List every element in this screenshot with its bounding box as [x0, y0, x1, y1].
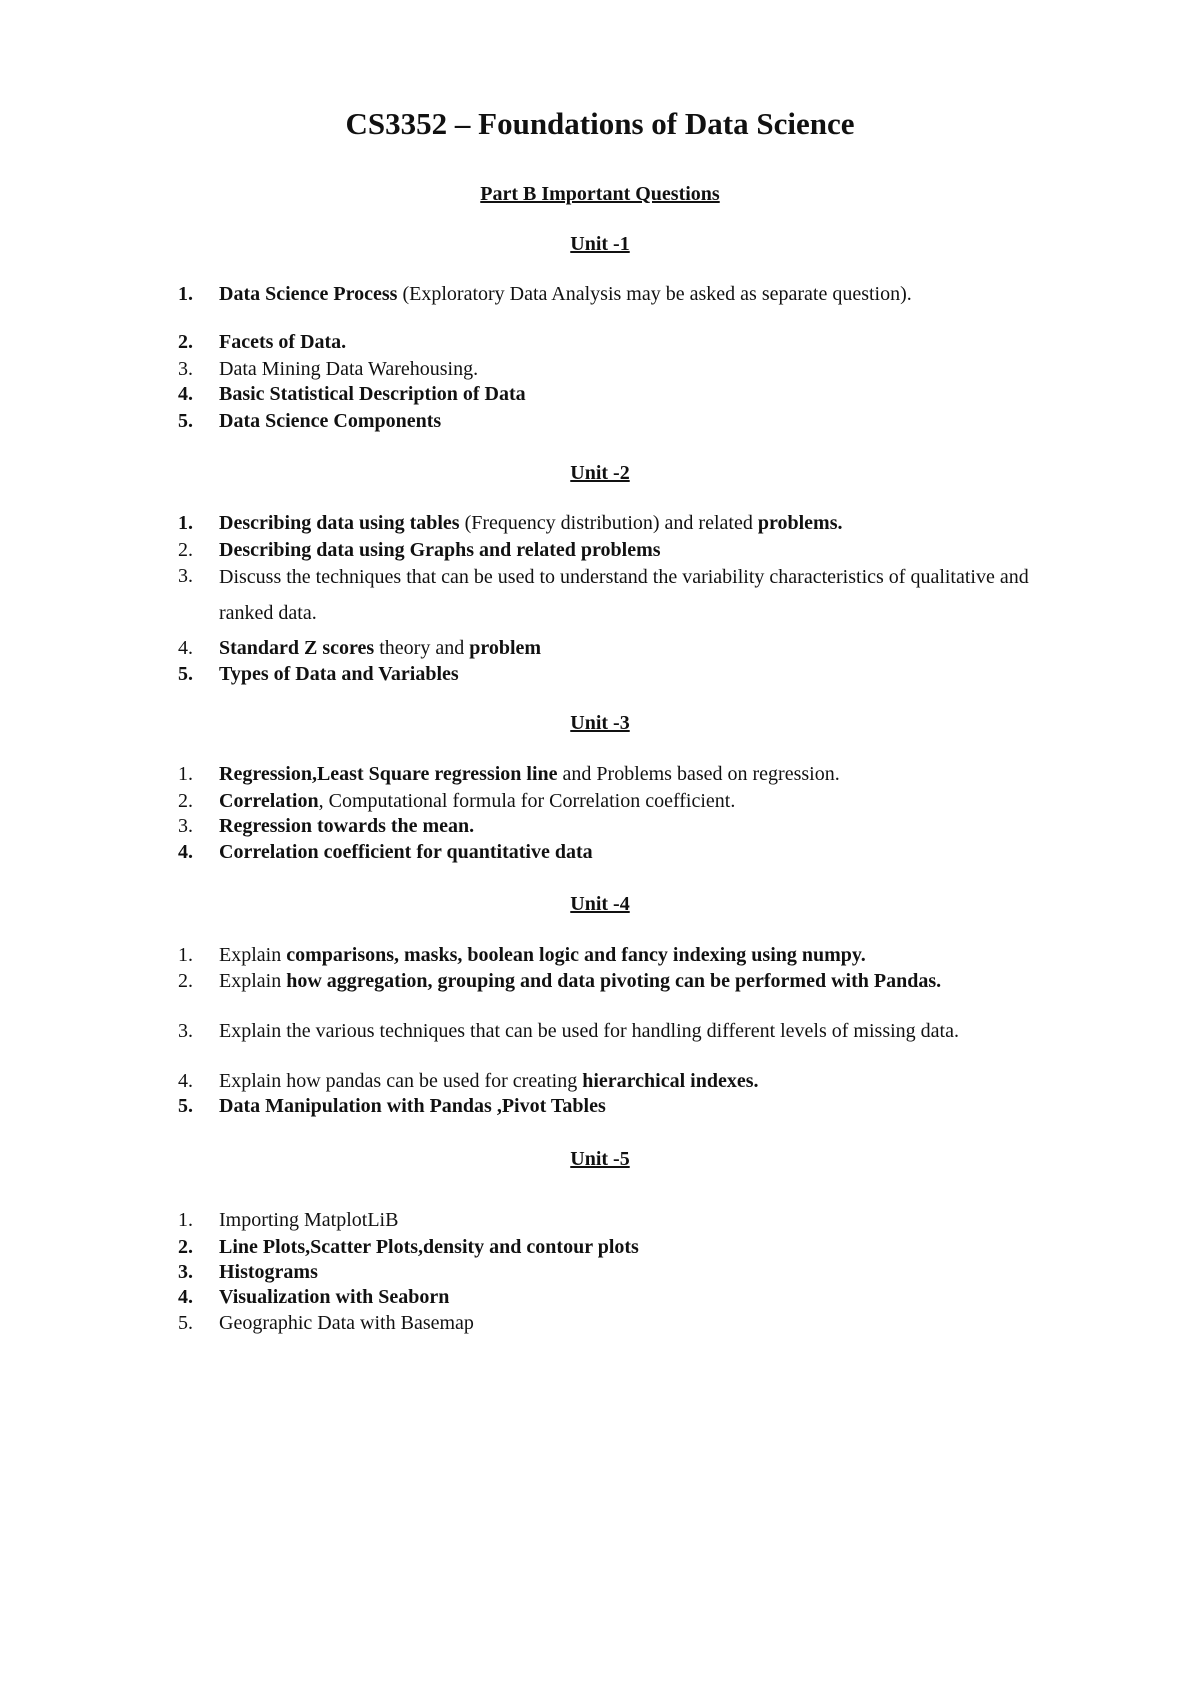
question-number: 1.: [178, 763, 193, 785]
question-text: [219, 510, 1059, 537]
question-number: 1.: [178, 512, 193, 534]
unit-heading: Unit -1: [570, 233, 630, 255]
bold-segment: how aggregation, grouping and data pivoting can be performed with Pandas.: [286, 970, 942, 992]
unit-heading: Unit -2: [570, 462, 630, 484]
bold-segment: Data Science Components: [219, 410, 442, 432]
bold-segment: problem: [469, 637, 542, 659]
question-number: 4.: [178, 1286, 193, 1308]
text-segment: Discuss the techniques that can be used to understand the variability characteristics of qualitative and ranked data.: [219, 566, 1029, 624]
unit-heading: Unit -4: [570, 893, 630, 915]
question-number: 2.: [178, 790, 193, 812]
bold-segment: Correlation: [219, 790, 319, 812]
question-text: [219, 356, 1059, 383]
question-text: [219, 968, 1059, 995]
question-number: 1.: [178, 1209, 193, 1231]
question-text: [219, 281, 1059, 308]
question-number: 4.: [178, 841, 193, 863]
question-text: [219, 942, 1059, 969]
bold-segment: comparisons, masks, boolean logic and fancy indexing using numpy.: [286, 944, 866, 966]
bold-segment: Standard Z scores: [219, 637, 375, 659]
text-segment: Explain: [219, 970, 287, 992]
question-number: 3.: [178, 815, 193, 837]
unit-heading: Unit -5: [570, 1148, 630, 1170]
text-segment: (Exploratory Data Analysis may be asked as separate question).: [397, 283, 912, 305]
question-text: [219, 1207, 1059, 1234]
bold-segment: Correlation coefficient for quantitative data: [219, 841, 593, 863]
question-text: [219, 1234, 1059, 1261]
question-text: [219, 635, 1059, 662]
question-number: 3.: [178, 565, 193, 587]
question-text: [219, 1259, 1059, 1286]
question-text: [219, 788, 1059, 815]
text-segment: Explain: [219, 944, 287, 966]
question-number: 3.: [178, 1261, 193, 1283]
question-text: [219, 1068, 1059, 1095]
question-text: [219, 381, 1059, 408]
question-number: 5.: [178, 410, 193, 432]
question-text: [219, 329, 1059, 356]
unit-heading: Unit -3: [570, 712, 630, 734]
question-number: 5.: [178, 1095, 193, 1117]
text-segment: (Frequency distribution) and related: [459, 512, 758, 534]
question-text: [219, 1018, 1059, 1045]
bold-segment: Describing data using tables: [219, 512, 460, 534]
bold-segment: Facets of Data.: [219, 331, 347, 353]
text-segment: , Computational formula for Correlation coefficient.: [318, 790, 736, 812]
bold-segment: Data Science Process: [219, 283, 398, 305]
question-number: 3.: [178, 358, 193, 380]
question-text: [219, 839, 1059, 866]
question-number: 5.: [178, 663, 193, 685]
text-segment: Geographic Data with Basemap: [219, 1312, 474, 1334]
question-text: [219, 761, 1059, 788]
question-number: 5.: [178, 1312, 193, 1334]
text-segment: Importing MatplotLiB: [219, 1209, 399, 1231]
bold-segment: Regression,Least Square regression line: [219, 763, 558, 785]
text-segment: Explain how pandas can be used for creating: [219, 1070, 583, 1092]
question-number: 2.: [178, 331, 193, 353]
question-number: 2.: [178, 539, 193, 561]
question-text: [219, 559, 1059, 631]
text-segment: theory and: [374, 637, 470, 659]
question-number: 4.: [178, 383, 193, 405]
bold-segment: Regression towards the mean.: [219, 815, 475, 837]
document-title: CS3352 – Foundations of Data Science: [345, 106, 855, 141]
bold-segment: Line Plots,Scatter Plots,density and contour plots: [219, 1236, 639, 1258]
question-number: 2.: [178, 1236, 193, 1258]
bold-segment: problems.: [757, 512, 843, 534]
bold-segment: hierarchical indexes.: [582, 1070, 759, 1092]
bold-segment: Histograms: [219, 1261, 318, 1283]
question-text: [219, 408, 1059, 435]
question-text: [219, 1310, 1059, 1337]
question-number: 4.: [178, 1070, 193, 1092]
question-number: 4.: [178, 637, 193, 659]
document-subtitle: Part B Important Questions: [480, 183, 720, 205]
question-number: 1.: [178, 944, 193, 966]
question-text: [219, 1284, 1059, 1311]
question-number: 1.: [178, 283, 193, 305]
text-segment: Explain the various techniques that can be used for handling different levels of missing data.: [219, 1020, 959, 1042]
bold-segment: Data Manipulation with Pandas ,Pivot Tables: [219, 1095, 606, 1117]
bold-segment: Types of Data and Variables: [219, 663, 459, 685]
text-segment: Data Mining Data Warehousing.: [219, 358, 479, 380]
bold-segment: Visualization with Seaborn: [219, 1286, 450, 1308]
bold-segment: Describing data using Graphs and related problems: [219, 539, 661, 561]
question-number: 2.: [178, 970, 193, 992]
question-text: [219, 813, 1059, 840]
bold-segment: Basic Statistical Description of Data: [219, 383, 526, 405]
question-text: [219, 1093, 1059, 1120]
text-segment: and Problems based on regression.: [557, 763, 840, 785]
question-number: 3.: [178, 1020, 193, 1042]
question-text: [219, 661, 1059, 688]
